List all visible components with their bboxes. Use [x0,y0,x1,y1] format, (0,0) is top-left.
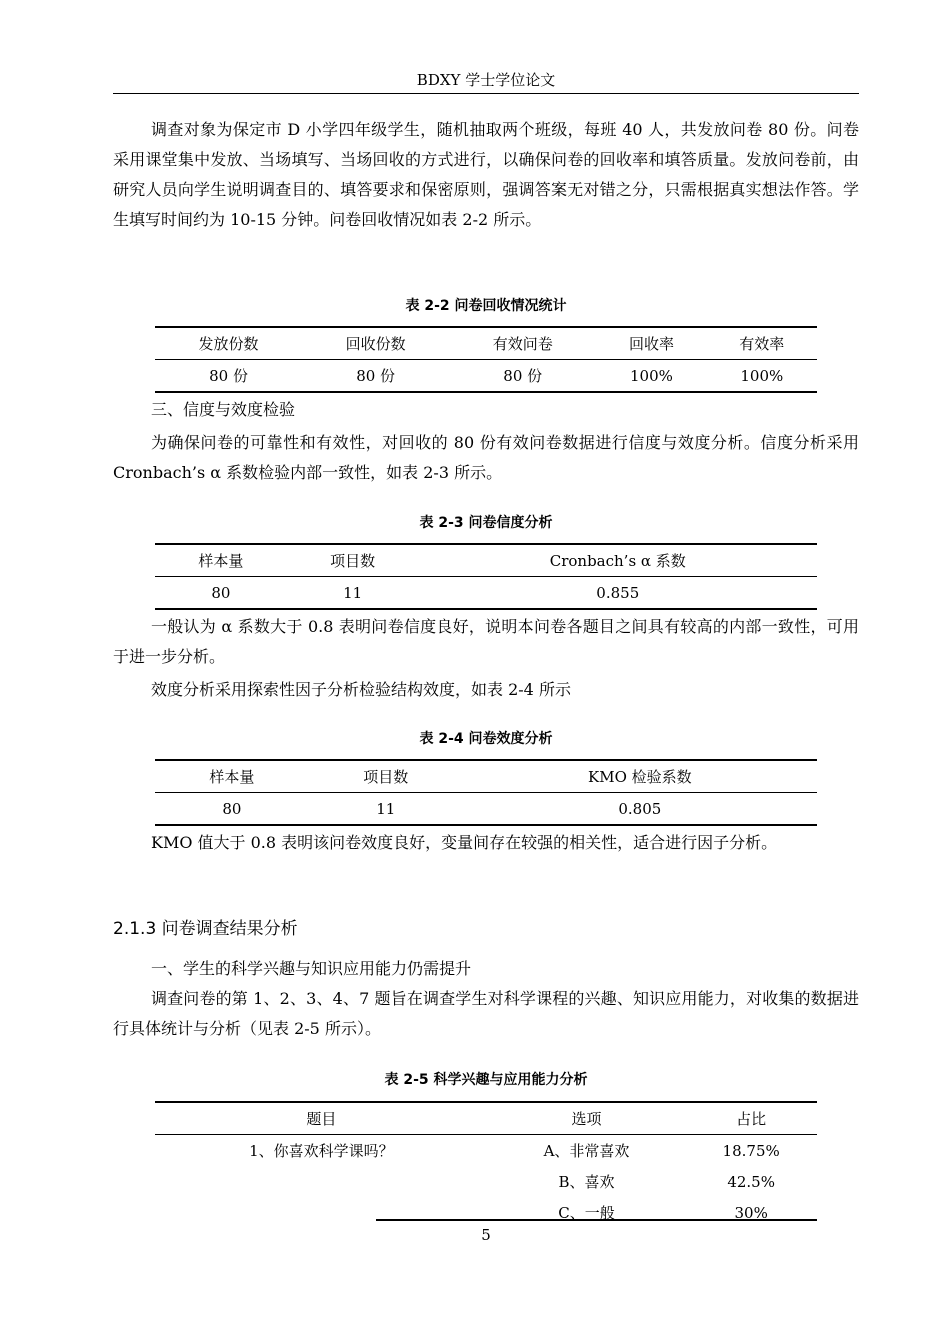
paragraph-interest-intro: 调查问卷的第 1、2、3、4、7 题旨在调查学生对科学课程的兴趣、知识应用能力，对收集的数据进行具体统计与分析（见表 2-5 所示）。 [113,989,859,1038]
table-header-cell: 有效率 [707,327,817,360]
table-cell: C、一般 [558,1204,615,1222]
table-cell: 80 [155,577,287,610]
table-header-cell: 项目数 [287,544,419,577]
table-cell: 100% [596,360,706,393]
table-2-2-caption: 表 2-2 问卷回收情况统计 [405,298,567,314]
subsection-title-reliability: 三、信度与效度检验 [151,400,296,419]
table-cell: 30% [734,1203,768,1222]
section-heading-2-1-3: 2.1.3 问卷调查结果分析 [113,919,298,939]
table-header-cell: 发放份数 [155,327,302,360]
table-cell: 1、你喜欢科学课吗？ [249,1142,394,1160]
table-cell: 0.805 [463,793,817,826]
table-2-3-caption: 表 2-3 问卷信度分析 [419,515,553,531]
table-cell: 0.855 [419,577,817,610]
table-cell: 11 [287,577,419,610]
table-header-cell: 样本量 [155,544,287,577]
paragraph-reliability-conclusion: 一般认为 α 系数大于 0.8 表明问卷信度良好，说明本问卷各题目之间具有较高的内部一致性，可用于进一步分析。 [113,617,859,666]
paragraph-validity-intro: 效度分析采用探索性因子分析检验结构效度，如表 2-4 所示 [151,680,571,699]
table-2-5 [155,1101,817,1228]
table-header-cell: 回收率 [596,327,706,360]
table-header-cell: 题目 [155,1102,488,1135]
table-cell: A、非常喜欢 [543,1142,630,1160]
table-header-cell: 回收份数 [302,327,449,360]
table-cell [155,1197,488,1228]
page-number: 5 [481,1226,491,1244]
table-2-5-bottom-rule [376,1219,817,1221]
table-cell: 42.5% [727,1172,775,1191]
table-header-cell: 样本量 [155,760,309,793]
table-cell: 80 [155,793,309,826]
table-header-cell: 占比 [685,1102,817,1135]
page-header: BDXY 学士学位论文 [416,71,556,89]
table-cell: 80 份 [302,360,449,393]
table-cell: 11 [309,793,463,826]
table-cell: 80 份 [155,360,302,393]
table-2-4 [155,759,817,826]
table-cell: B、喜欢 [558,1173,615,1191]
header-rule [113,93,859,94]
table-2-2 [155,326,817,393]
paragraph-survey-method: 调查对象为保定市 D 小学四年级学生，随机抽取两个班级，每班 40 人，共发放问卷 80 份。问卷采用课堂集中发放、当场填写、当场回收的方式进行，以确保问卷的回收率和填答质量。发放问卷前，由研究人员向学生说明调查目的、填答要求和保密原则，强调答案无对错之分，只需根据真实想法作答。学生填写时间约为 10-15 分钟。问卷回收情况如表 2-2 所示。 [113,120,859,229]
paragraph-reliability-intro: 为确保问卷的可靠性和有效性，对回收的 80 份有效问卷数据进行信度与效度分析。信度分析采用 Cronbach’s α 系数检验内部一致性，如表 2-3 所示。 [113,433,859,482]
table-cell: 100% [707,360,817,393]
table-header-cell: Cronbach’s α 系数 [419,544,817,577]
table-header-cell: 选项 [488,1102,686,1135]
table-header-cell: KMO 检验系数 [463,760,817,793]
table-2-4-caption: 表 2-4 问卷效度分析 [419,731,553,747]
table-header-cell: 有效问卷 [449,327,596,360]
table-cell: 80 份 [449,360,596,393]
table-2-5-caption: 表 2-5 科学兴趣与应用能力分析 [384,1072,588,1088]
table-cell [155,1166,488,1197]
table-cell: 18.75% [722,1141,780,1160]
table-2-3 [155,543,817,610]
subsection-title-interest: 一、学生的科学兴趣与知识应用能力仍需提升 [151,959,472,978]
paragraph-kmo-conclusion: KMO 值大于 0.8 表明该问卷效度良好，变量间存在较强的相关性，适合进行因子分析。 [151,833,778,852]
table-header-cell: 项目数 [309,760,463,793]
